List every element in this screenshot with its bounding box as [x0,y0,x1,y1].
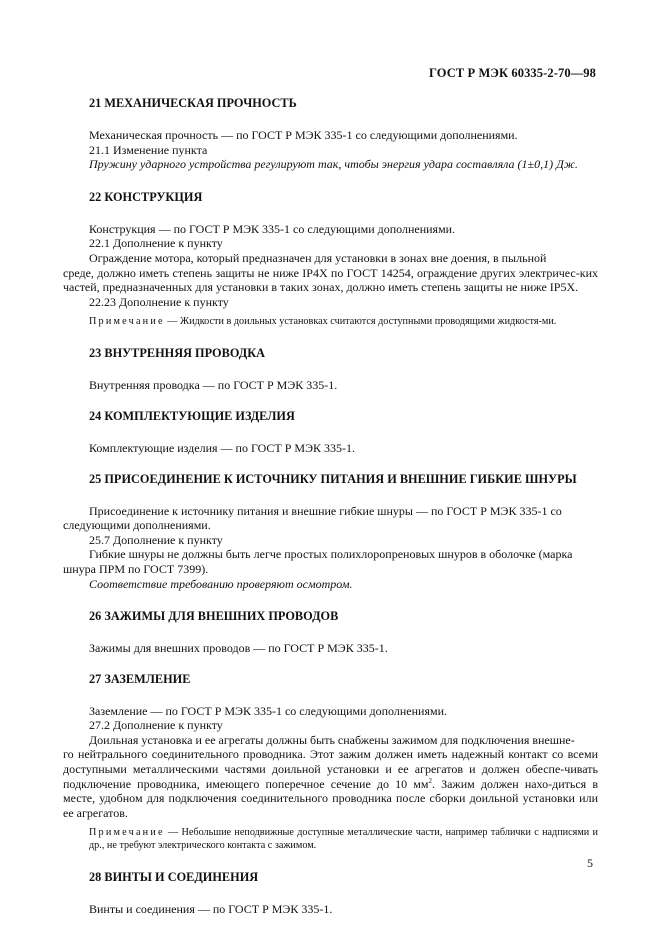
section-heading: 26 ЗАЖИМЫ ДЛЯ ВНЕШНИХ ПРОВОДОВ [89,609,339,624]
note-label: Примечание [89,827,165,839]
section-heading: 24 КОМПЛЕКТУЮЩИЕ ИЗДЕЛИЯ [89,408,295,423]
clause-label: 22.1 Дополнение к пункту [89,236,223,251]
paragraph-text: . Зажим должен нахо-диться в месте, удобном для подключения соединительного проводника после сборки доильной установки или ее агрегатов. [63,776,598,820]
section-25 [63,471,598,592]
paragraph: Зажимы для внешних проводов — по ГОСТ Р МЭК 335-1. [89,641,388,656]
note [89,315,598,328]
section-27 [63,671,598,853]
document-body [63,96,598,929]
section-heading: 27 ЗАЗЕМЛЕНИЕ [89,671,191,686]
section-heading: 28 ВИНТЫ И СОЕДИНЕНИЯ [89,870,259,885]
paragraph-continuation: шнура ПРМ по ГОСТ 7399). [63,561,209,576]
superscript: 2 [428,776,432,785]
note-text: — Небольшие неподвижные доступные металлические части, например таблички с надписями и др., не требуют электрического контакта с зажимом. [89,827,598,852]
paragraph: Конструкция — по ГОСТ Р МЭК 335-1 со следующими дополнениями. [89,221,456,236]
paragraph-continuation: следующими дополнениями. [63,518,211,533]
section-heading: 21 МЕХАНИЧЕСКАЯ ПРОЧНОСТЬ [89,96,297,110]
section-21 [89,96,598,172]
section-26 [89,609,598,656]
clause-label: 25.7 Дополнение к пункту [89,532,223,547]
note-label: Примечание [89,316,165,328]
paragraph: Гибкие шнуры не должны быть легче простых полихлоропреновых шнуров в оболочке (марка [89,547,573,562]
paragraph: Присоединение к источнику питания и внешние гибкие шнуры — по ГОСТ Р МЭК 335-1 со [89,503,562,518]
document-header: ГОСТ Р МЭК 60335-2-70—98 [429,66,596,80]
paragraph: Винты и соединения — по ГОСТ Р МЭК 335-1. [89,902,333,917]
note [89,826,598,852]
section-23 [89,346,598,393]
paragraph: Заземление — по ГОСТ Р МЭК 335-1 со следующими дополнениями. [89,703,447,718]
paragraph-continuation [63,747,598,820]
section-24 [89,409,598,456]
paragraph: Соответствие требованию проверяют осмотром. [89,576,353,591]
paragraph-text: го нейтрального соединительного проводника. Этот зажим должен иметь надежный контакт со всеми доступными металлическими частями доильной установки и ее агрегатов и должен обеспе-чивать подключение проводника, имеющего поперечное сечение до 10 мм [63,747,598,791]
clause-label: 27.2 Дополнение к пункту [89,718,223,733]
clause-label: 21.1 Изменение пункта [89,142,208,157]
note-text: — Жидкости в доильных установках считаются доступными проводящими жидкостя-ми. [167,316,557,328]
paragraph-continuation: среде, должно иметь степень защиты не ниже IP4X по ГОСТ 14254, ограждение других электричес-ких частей, предназначенных для установки в таких зонах, должно иметь степень защиты не ниже IP5X. [63,265,598,295]
clause-label: 22.23 Дополнение к пункту [89,294,229,309]
paragraph: Пружину ударного устройства регулируют так, чтобы энергия удара составляла (1±0,1) Дж. [89,157,578,172]
paragraph: Механическая прочность — по ГОСТ Р МЭК 335-1 со следующими дополнениями. [89,128,518,142]
paragraph: Ограждение мотора, который предназначен для установки в зонах вне доения, в пыльной [89,250,547,265]
section-28 [89,870,598,917]
paragraph: Комплектующие изделия — по ГОСТ Р МЭК 335-1. [89,440,355,455]
section-22 [63,189,598,329]
page-number: 5 [587,856,593,870]
section-heading: 25 ПРИСОЕДИНЕНИЕ К ИСТОЧНИКУ ПИТАНИЯ И ВНЕШНИЕ ГИБКИЕ ШНУРЫ [89,471,577,486]
section-heading: 22 КОНСТРУКЦИЯ [89,189,203,204]
paragraph: Внутренняя проводка — по ГОСТ Р МЭК 335-1. [89,378,338,393]
section-heading: 23 ВНУТРЕННЯЯ ПРОВОДКА [89,346,266,361]
paragraph: Доильная установка и ее агрегаты должны быть снабжены зажимом для подключения внешне- [89,732,575,747]
